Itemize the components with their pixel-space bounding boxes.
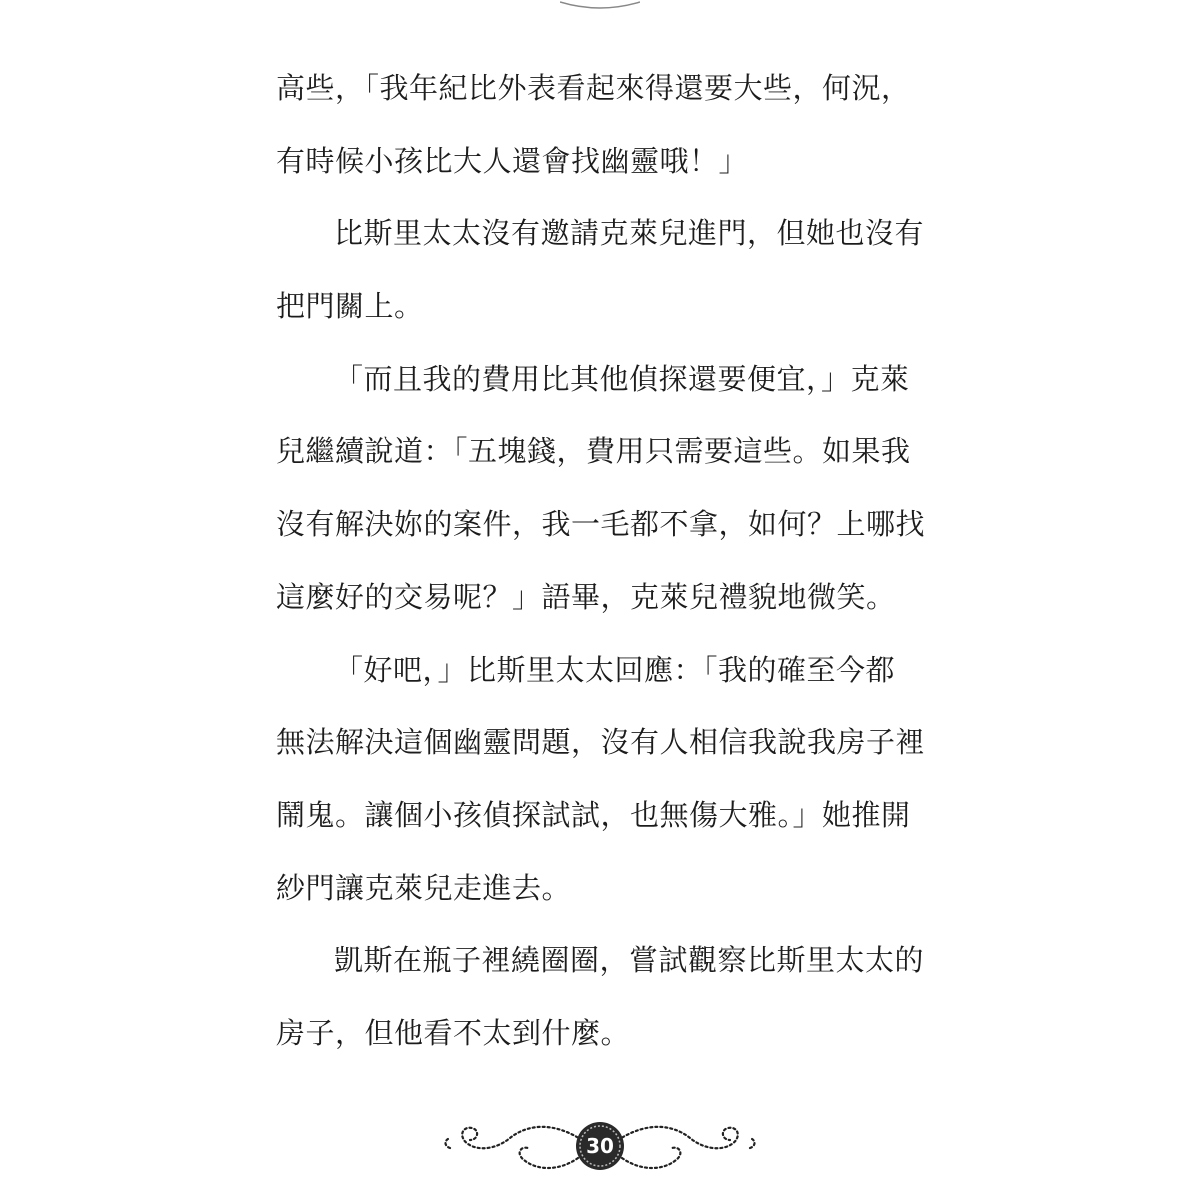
text-line: 紗門讓克萊兒走進去。 [276,870,572,905]
text-line: 這麼好的交易呢？」語畢，克萊兒禮貌地微笑。 [276,579,896,614]
text-line: 兒繼續說道：「五塊錢，費用只需要這些。如果我 [276,434,911,469]
text-line: 「而且我的費用比其他偵探還要便宜，」克萊 [334,361,910,396]
page-footer [440,1112,760,1180]
text-line: 鬧鬼。讓個小孩偵探試試，也無傷大雅。」她推開 [276,797,911,832]
page-number: 30 [586,1134,614,1158]
paragraph [276,634,926,925]
paragraph [276,924,925,1069]
paragraph [276,52,916,197]
text-line: 「好吧，」比斯里太太回應：「我的確至今都 [334,652,896,687]
text-line: 沒有解決妳的案件，我一毛都不拿，如何？上哪找 [276,507,926,542]
text-line: 有時候小孩比大人還會找幽靈哦！」 [276,143,749,178]
body-text [276,52,926,1070]
paragraph [276,343,926,634]
paragraph [276,197,925,342]
text-line: 凱斯在瓶子裡繞圈圈，嘗試觀察比斯里太太的 [334,943,925,978]
text-line: 把門關上。 [276,289,424,324]
text-line: 比斯里太太沒有邀請克萊兒進門，但她也沒有 [334,216,925,251]
text-line: 高些，「我年紀比外表看起來得還要大些，何況， [276,71,911,105]
text-line: 房子，但他看不太到什麼。 [276,1015,631,1050]
top-ornament-icon [560,0,640,12]
text-line: 無法解決這個幽靈問題，沒有人相信我說我房子裡 [276,725,926,760]
